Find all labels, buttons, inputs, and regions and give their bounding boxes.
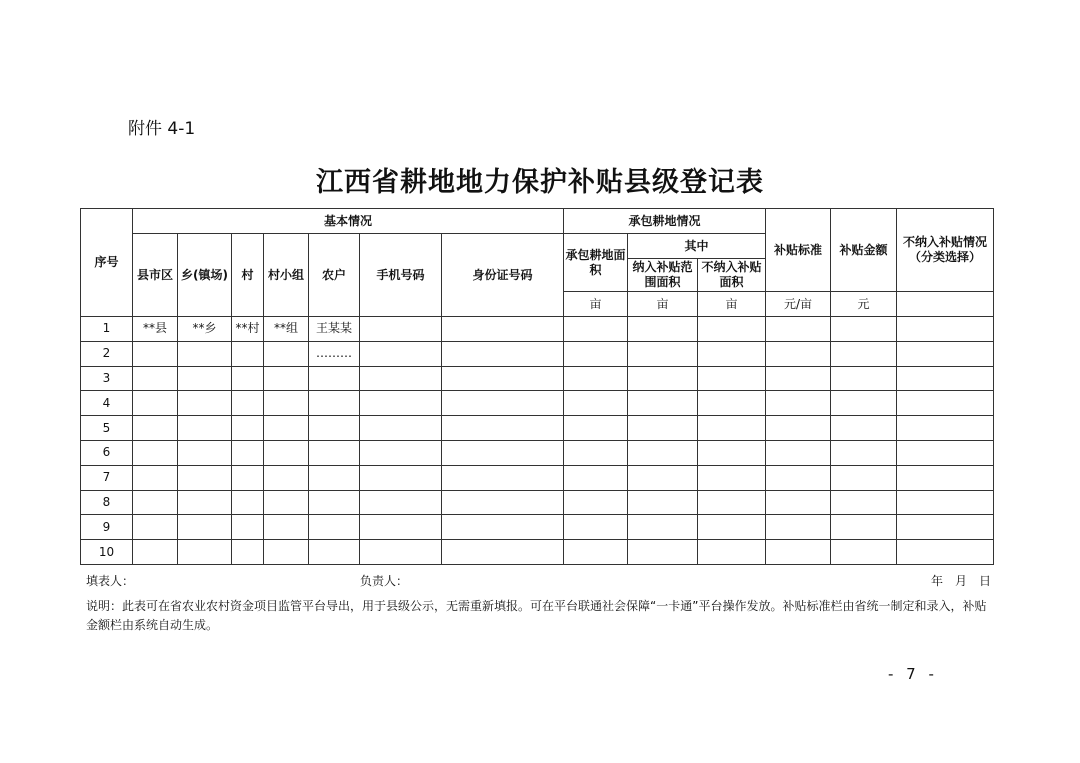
cell-county: **县 — [133, 317, 178, 342]
cell-empty — [442, 465, 564, 490]
cell-empty — [766, 366, 831, 391]
cell-empty — [698, 440, 766, 465]
cell-township — [178, 465, 232, 490]
cell-empty — [831, 490, 897, 515]
header-county: 县市区 — [133, 234, 178, 317]
cell-empty — [897, 391, 994, 416]
cell-empty — [360, 366, 442, 391]
cell-farmer: 王某某 — [309, 317, 360, 342]
cell-empty — [897, 490, 994, 515]
cell-empty — [360, 341, 442, 366]
registration-table — [80, 208, 994, 565]
cell-township — [178, 391, 232, 416]
cell-empty — [831, 366, 897, 391]
cell-empty — [698, 540, 766, 565]
cell-empty — [628, 515, 698, 540]
cell-empty — [442, 341, 564, 366]
cell-seq: 8 — [81, 490, 133, 515]
cell-group — [264, 416, 309, 441]
cell-empty — [897, 317, 994, 342]
unit-contract-area: 亩 — [564, 292, 628, 317]
cell-seq: 6 — [81, 440, 133, 465]
cell-village — [232, 440, 264, 465]
cell-farmer — [309, 465, 360, 490]
cell-empty — [360, 515, 442, 540]
date-label: 年 月 日 — [930, 574, 991, 588]
cell-group — [264, 515, 309, 540]
cell-empty — [628, 440, 698, 465]
responsible-label: 负责人： — [360, 574, 409, 588]
header-farmer: 农户 — [309, 234, 360, 317]
filler-label: 填表人： — [86, 574, 135, 588]
cell-empty — [360, 540, 442, 565]
cell-empty — [897, 465, 994, 490]
unit-subsidy-standard: 元/亩 — [766, 292, 831, 317]
cell-empty — [831, 416, 897, 441]
header-subsidy-amount: 补贴金额 — [831, 209, 897, 292]
cell-farmer — [309, 440, 360, 465]
cell-empty — [564, 391, 628, 416]
footer-signatures — [86, 572, 991, 588]
cell-empty — [360, 465, 442, 490]
cell-empty — [831, 341, 897, 366]
cell-township — [178, 515, 232, 540]
cell-empty — [442, 490, 564, 515]
cell-empty — [628, 540, 698, 565]
cell-township — [178, 490, 232, 515]
cell-county — [133, 341, 178, 366]
cell-empty — [766, 341, 831, 366]
cell-empty — [831, 391, 897, 416]
cell-group — [264, 465, 309, 490]
cell-seq: 5 — [81, 416, 133, 441]
cell-group — [264, 391, 309, 416]
cell-village — [232, 366, 264, 391]
cell-county — [133, 366, 178, 391]
cell-empty — [831, 440, 897, 465]
cell-county — [133, 416, 178, 441]
cell-empty — [766, 391, 831, 416]
document-title: 江西省耕地地力保护补贴县级登记表 — [316, 167, 764, 198]
cell-empty — [564, 440, 628, 465]
cell-seq: 2 — [81, 341, 133, 366]
header-village: 村 — [232, 234, 264, 317]
cell-empty — [766, 416, 831, 441]
cell-village — [232, 490, 264, 515]
cell-group — [264, 540, 309, 565]
cell-farmer — [309, 391, 360, 416]
cell-empty — [897, 515, 994, 540]
cell-empty — [564, 490, 628, 515]
cell-township — [178, 341, 232, 366]
header-village-group: 村小组 — [264, 234, 309, 317]
table-row — [81, 317, 994, 342]
cell-farmer — [309, 366, 360, 391]
cell-empty — [766, 515, 831, 540]
page-number: - 7 - — [888, 665, 938, 683]
cell-village — [232, 540, 264, 565]
cell-empty — [442, 540, 564, 565]
cell-seq: 10 — [81, 540, 133, 565]
cell-empty — [564, 515, 628, 540]
cell-empty — [897, 341, 994, 366]
header-township: 乡(镇场) — [178, 234, 232, 317]
cell-county — [133, 540, 178, 565]
attachment-label: 附件 4-1 — [128, 119, 196, 139]
cell-empty — [360, 317, 442, 342]
cell-empty — [442, 515, 564, 540]
header-excluded-situation: 不纳入补贴情况（分类选择） — [897, 209, 994, 292]
header-contract-area: 承包耕地面积 — [564, 234, 628, 292]
cell-empty — [831, 515, 897, 540]
table-row — [81, 515, 994, 540]
header-id-number: 身份证号码 — [442, 234, 564, 317]
cell-empty — [360, 440, 442, 465]
cell-seq: 3 — [81, 366, 133, 391]
cell-empty — [564, 416, 628, 441]
cell-farmer — [309, 490, 360, 515]
cell-empty — [628, 317, 698, 342]
cell-empty — [831, 465, 897, 490]
cell-farmer — [309, 416, 360, 441]
table-row — [81, 540, 994, 565]
cell-empty — [360, 391, 442, 416]
cell-seq: 9 — [81, 515, 133, 540]
header-subsidy-standard: 补贴标准 — [766, 209, 831, 292]
cell-empty — [698, 490, 766, 515]
table-row — [81, 341, 994, 366]
cell-county — [133, 490, 178, 515]
cell-empty — [442, 391, 564, 416]
cell-empty — [698, 341, 766, 366]
cell-empty — [897, 366, 994, 391]
cell-empty — [360, 490, 442, 515]
cell-empty — [564, 341, 628, 366]
cell-township — [178, 416, 232, 441]
cell-village — [232, 465, 264, 490]
header-seq: 序号 — [81, 209, 133, 317]
cell-empty — [897, 440, 994, 465]
cell-empty — [360, 416, 442, 441]
cell-empty — [442, 440, 564, 465]
cell-empty — [564, 540, 628, 565]
cell-farmer: ……… — [309, 341, 360, 366]
cell-empty — [442, 317, 564, 342]
table-row — [81, 391, 994, 416]
cell-village — [232, 515, 264, 540]
header-excluded-area: 不纳入补贴面积 — [698, 259, 766, 292]
unit-subsidy-amount: 元 — [831, 292, 897, 317]
header-phone: 手机号码 — [360, 234, 442, 317]
cell-empty — [442, 416, 564, 441]
cell-county — [133, 515, 178, 540]
table-row — [81, 416, 994, 441]
unit-excluded-situation-blank — [897, 292, 994, 317]
cell-empty — [698, 391, 766, 416]
cell-empty — [564, 465, 628, 490]
cell-group — [264, 440, 309, 465]
cell-empty — [628, 391, 698, 416]
header-of-which: 其中 — [628, 234, 766, 259]
header-basic-info: 基本情况 — [133, 209, 564, 234]
cell-empty — [831, 540, 897, 565]
cell-township — [178, 540, 232, 565]
unit-excluded-area: 亩 — [698, 292, 766, 317]
cell-empty — [628, 490, 698, 515]
table-row — [81, 490, 994, 515]
cell-empty — [897, 416, 994, 441]
cell-village: **村 — [232, 317, 264, 342]
cell-empty — [628, 366, 698, 391]
cell-county — [133, 391, 178, 416]
cell-village — [232, 341, 264, 366]
cell-empty — [766, 317, 831, 342]
cell-empty — [628, 416, 698, 441]
cell-farmer — [309, 515, 360, 540]
explanation-note: 说明：此表可在省农业农村资金项目监管平台导出，用于县级公示，无需重新填报。可在平台联通社会保障“一卡通”平台操作发放。补贴标准栏由省统一制定和录入，补贴金额栏由系统自动生成。 — [86, 599, 987, 632]
cell-group — [264, 366, 309, 391]
unit-included-area: 亩 — [628, 292, 698, 317]
cell-farmer — [309, 540, 360, 565]
cell-empty — [564, 366, 628, 391]
header-included-area: 纳入补贴范围面积 — [628, 259, 698, 292]
cell-county — [133, 465, 178, 490]
cell-county — [133, 440, 178, 465]
cell-empty — [766, 490, 831, 515]
cell-township: **乡 — [178, 317, 232, 342]
cell-empty — [628, 341, 698, 366]
table-row — [81, 366, 994, 391]
header-contract-info: 承包耕地情况 — [564, 209, 766, 234]
cell-empty — [766, 540, 831, 565]
cell-empty — [698, 515, 766, 540]
cell-empty — [698, 416, 766, 441]
cell-empty — [766, 440, 831, 465]
cell-empty — [698, 366, 766, 391]
cell-group — [264, 490, 309, 515]
cell-seq: 1 — [81, 317, 133, 342]
cell-empty — [766, 465, 831, 490]
cell-group: **组 — [264, 317, 309, 342]
table-row — [81, 465, 994, 490]
cell-township — [178, 366, 232, 391]
cell-empty — [831, 317, 897, 342]
cell-empty — [897, 540, 994, 565]
cell-empty — [442, 366, 564, 391]
cell-village — [232, 391, 264, 416]
cell-village — [232, 416, 264, 441]
table-row — [81, 440, 994, 465]
cell-empty — [698, 465, 766, 490]
cell-seq: 4 — [81, 391, 133, 416]
cell-township — [178, 440, 232, 465]
cell-empty — [564, 317, 628, 342]
cell-empty — [628, 465, 698, 490]
cell-empty — [698, 317, 766, 342]
cell-seq: 7 — [81, 465, 133, 490]
cell-group — [264, 341, 309, 366]
